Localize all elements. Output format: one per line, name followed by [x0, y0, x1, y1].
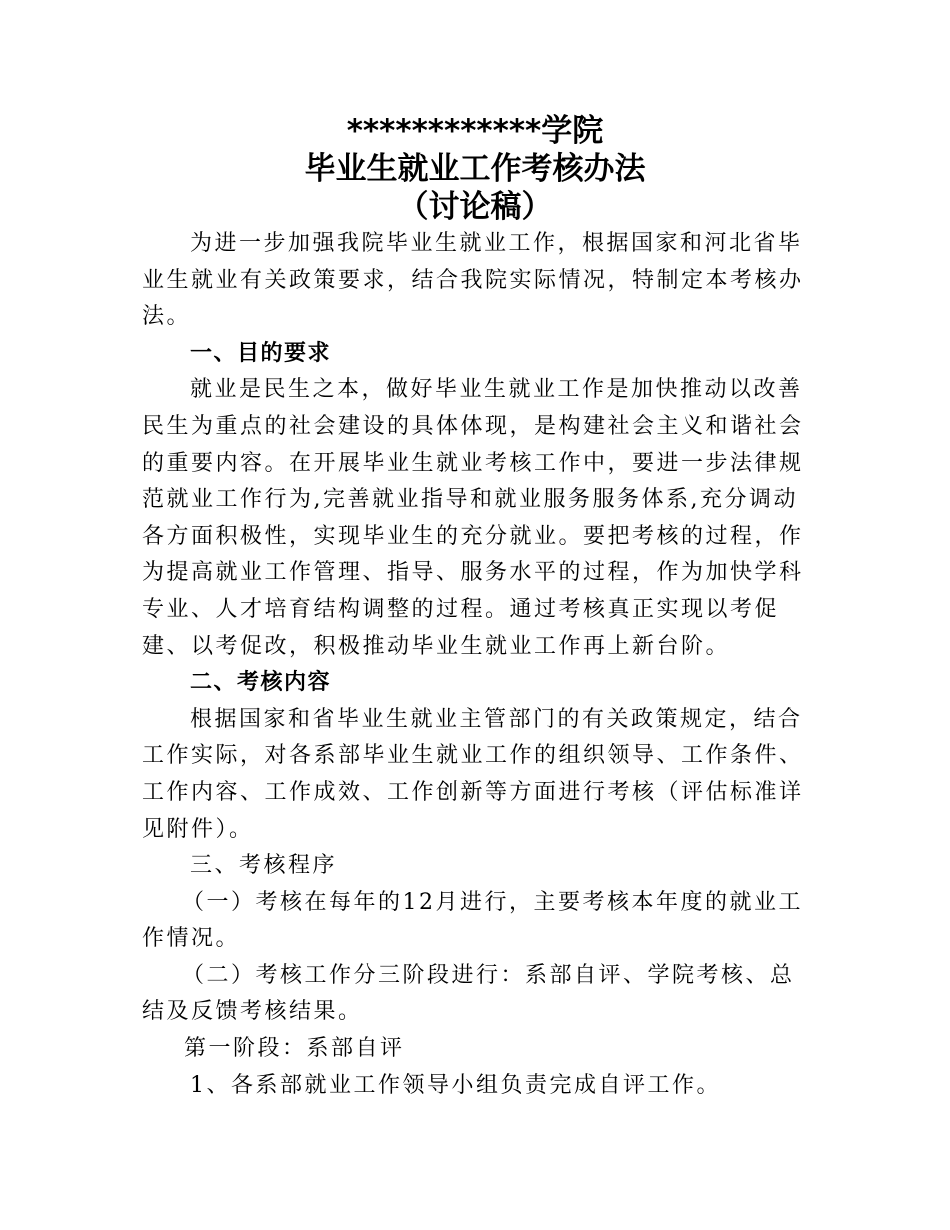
section-heading-objectives: 一、目的要求 [190, 340, 332, 366]
procedure-item-timing: （一）考核在每年的12月进行，主要考核本年度的就业工作情况。 [142, 889, 803, 952]
section-body-content: 根据国家和省毕业生就业主管部门的有关政策规定，结合工作实际，对各系部毕业生就业工作的组织领导、工作条件、工作内容、工作成效、工作创新等方面进行考核（评估标准详见附件）。 [142, 706, 804, 842]
stage-heading-self-evaluation: 第一阶段：系部自评 [184, 1036, 405, 1062]
document-title-main: 毕业生就业工作考核办法 [304, 151, 646, 187]
section-heading-procedure: 三、考核程序 [190, 853, 338, 879]
document-title-institution: ************学院 [346, 113, 604, 149]
section-body-objectives: 就业是民生之本，做好毕业生就业工作是加快推动以改善民生为重点的社会建设的具体体现，是构建社会主义和谐社会的重要内容。在开展毕业生就业考核工作中，要进一步法律规范就业工作行为,完善就业指导和就业服务服务体系,充分调动各方面积极性，实现毕业生的充分就业。要把考核的过程，作为提高就业工作管理、指导、服务水平的过程，作为加快学科专业、人才培育结构调整的过程。通过考核真正实现以考促建、以考促改，积极推动毕业生就业工作再上新台阶。 [142, 377, 804, 659]
intro-paragraph: 为进一步加强我院毕业生就业工作，根据国家和河北省毕业生就业有关政策要求，结合我院实际情况，特制定本考核办法。 [142, 231, 804, 330]
document-body [142, 226, 812, 1104]
document-title-draft-note: （讨论稿） [397, 189, 553, 225]
stage-item-self-evaluation: 1、各系部就业工作领导小组负责完成自评工作。 [190, 1072, 721, 1098]
procedure-item-stages: （二）考核工作分三阶段进行：系部自评、学院考核、总结及反馈考核结果。 [142, 962, 795, 1025]
section-heading-content: 二、考核内容 [190, 670, 332, 696]
